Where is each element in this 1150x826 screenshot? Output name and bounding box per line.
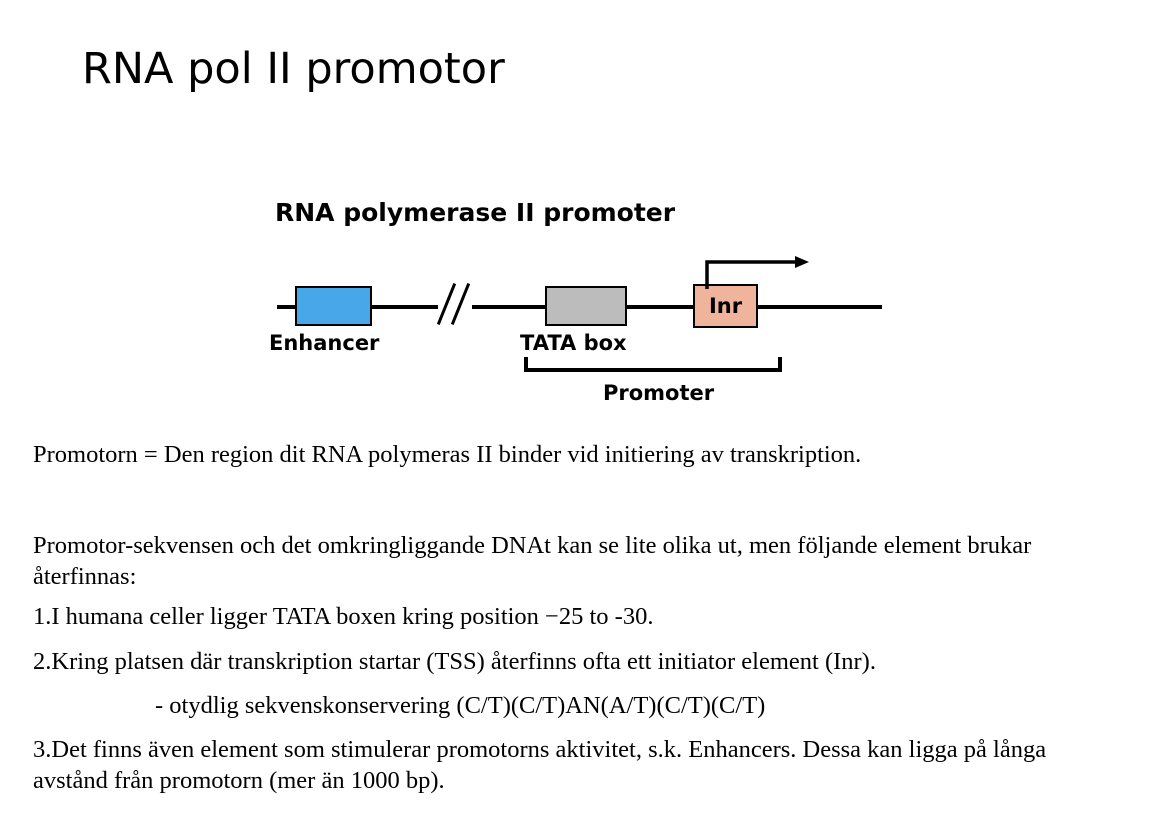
- enhancer-box: [295, 286, 372, 326]
- dna-break-icon: [435, 280, 475, 332]
- inr-box: Inr: [693, 284, 758, 328]
- enhancer-label: Enhancer: [269, 331, 380, 355]
- transcription-start-arrow-icon: [703, 256, 813, 290]
- paragraph-definition: Promotorn = Den region dit RNA polymeras II binder vid initiering av transkription.: [33, 441, 862, 468]
- list-item-3: 3.Det finns även element som stimulerar promotorns aktivitet, s.k. Enhancers. Dessa kan ligga på långa avstånd från promotorn (mer än 1000 bp).: [33, 736, 1047, 794]
- promoter-label: Promoter: [603, 381, 715, 405]
- promoter-diagram: [255, 198, 915, 428]
- list-item-2-sub: - otydlig sekvenskonservering (C/T)(C/T)AN(A/T)(C/T)(C/T): [155, 692, 766, 719]
- tata-box-label: TATA box: [520, 331, 627, 355]
- list-item-2: 2.Kring platsen där transkription startar (TSS) återfinns ofta ett initiator element (Inr).: [33, 648, 876, 675]
- paragraph-intro: Promotor-sekvensen och det omkringliggande DNAt kan se lite olika ut, men följande element brukar återfinnas:: [33, 532, 1032, 590]
- list-item-1: 1.I humana celler ligger TATA boxen kring position −25 to -30.: [33, 603, 654, 630]
- tata-box: [545, 286, 627, 326]
- figure-title: RNA polymerase II promoter: [275, 198, 676, 227]
- page-title: RNA pol II promotor: [82, 44, 505, 94]
- promoter-bracket: [523, 356, 783, 376]
